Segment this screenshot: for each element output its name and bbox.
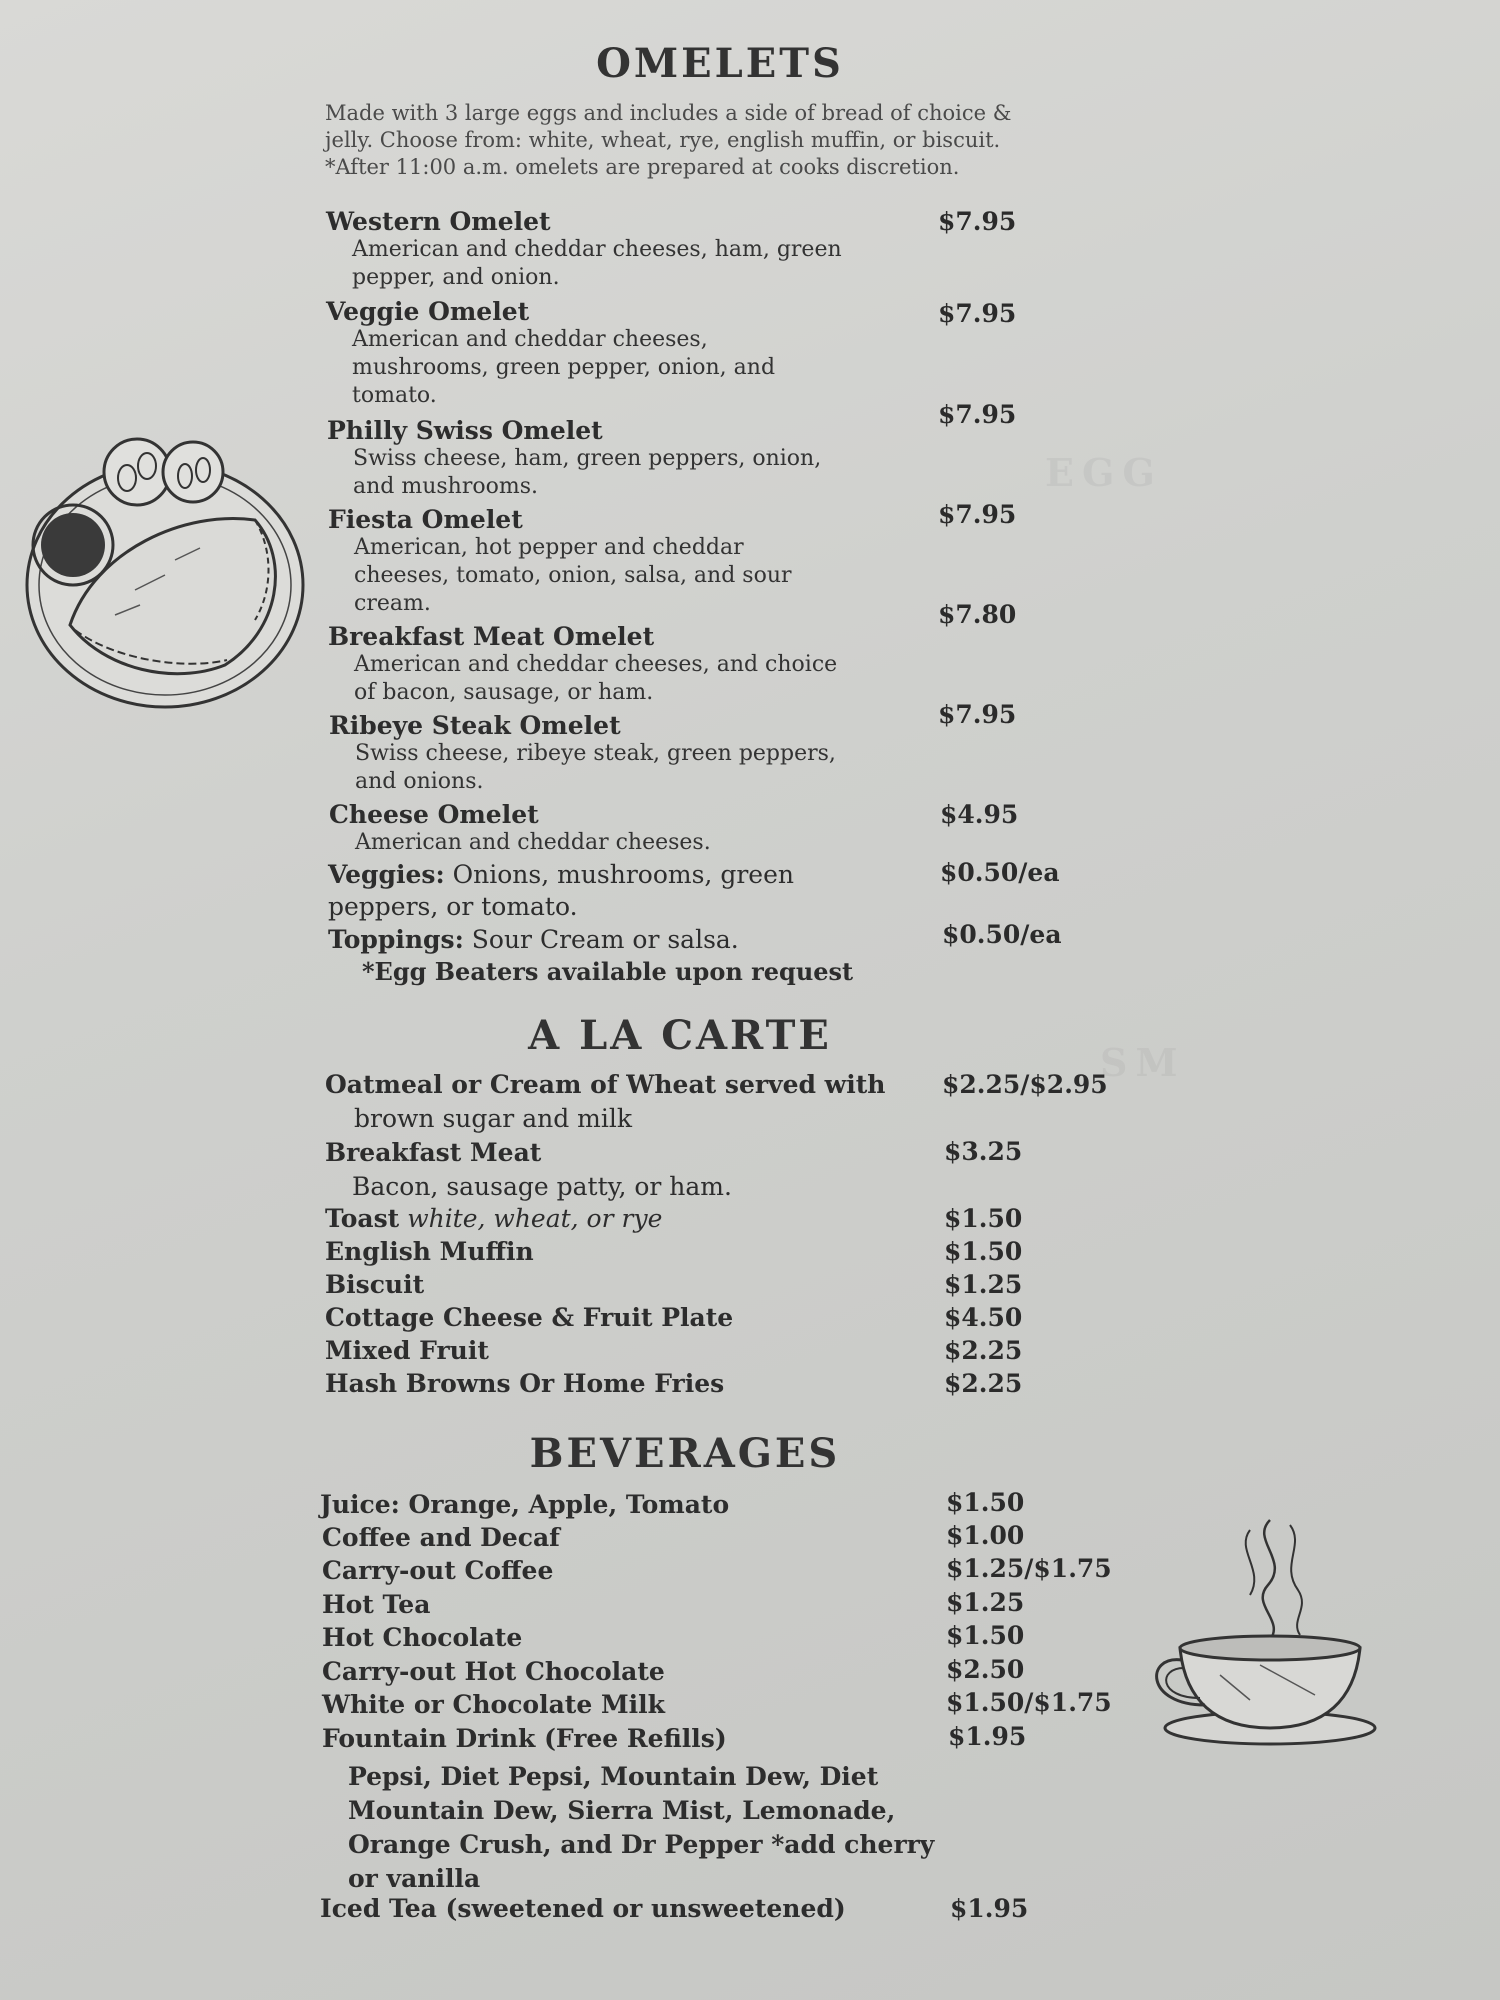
fountain-drink-description: Pepsi, Diet Pepsi, Mountain Dew, Diet Mountain Dew, Sierra Mist, Lemonade, Orange Crush, and Dr Pepper *add cherry or vanilla [348, 1762, 935, 1893]
item-price: $7.95 [938, 299, 1017, 328]
item-name: Philly Swiss Omelet [327, 416, 603, 445]
veggies-addon-cont: peppers, or tomato. [328, 892, 578, 921]
menu-item-fiesta-omelet [328, 505, 792, 618]
item-description: American and cheddar cheeses, ham, green pepper, and onion. [352, 237, 842, 290]
english-muffin-item: English Muffin [325, 1237, 534, 1266]
omelet-plate-icon [15, 420, 315, 720]
menu-item-breakfast-meat-omelet [328, 622, 837, 707]
toast-item: Toast white, wheat, or rye [325, 1204, 663, 1233]
egg-beaters-note: *Egg Beaters available upon request [362, 957, 854, 986]
item-name: Western Omelet [326, 207, 551, 236]
toppings-price: $0.50/ea [942, 920, 1062, 949]
coffee-cup-icon [1140, 1500, 1400, 1760]
cottage-cheese-item: Cottage Cheese & Fruit Plate [325, 1303, 734, 1332]
hot-tea-item: Hot Tea [322, 1590, 431, 1619]
menu-item-ribeye-steak-omelet [329, 711, 836, 796]
omelets-intro: Made with 3 large eggs and includes a side of bread of choice & jelly. Choose from: white, wheat, rye, english muffin, or biscuit. *After 11:00 a.m. omelets are prepared at cooks discretion. [325, 101, 1012, 179]
oatmeal-price: $2.25/$2.95 [942, 1070, 1108, 1099]
item-name: Breakfast Meat Omelet [328, 622, 655, 651]
breakfast-meat-price: $3.25 [944, 1137, 1023, 1166]
item-price: $7.80 [938, 600, 1017, 629]
veggies-addon: Veggies: Onions, mushrooms, green [328, 860, 794, 889]
hash-browns-item: Hash Browns Or Home Fries [325, 1369, 725, 1398]
item-description: Swiss cheese, ribeye steak, green peppers, and onions. [355, 741, 836, 794]
beverages-title: BEVERAGES [529, 1430, 841, 1477]
hot-chocolate-item: Hot Chocolate [322, 1623, 523, 1652]
breakfast-meat-desc: Bacon, sausage patty, or ham. [352, 1172, 732, 1201]
hot-chocolate-price: $1.50 [946, 1621, 1025, 1650]
carryout-hot-chocolate-price: $2.50 [946, 1655, 1025, 1684]
menu-item-philly-swiss-omelet [327, 416, 821, 501]
fountain-drink-price: $1.95 [948, 1722, 1027, 1751]
fountain-drink-item: Fountain Drink (Free Refills) [322, 1724, 727, 1753]
oatmeal-desc: brown sugar and milk [354, 1104, 632, 1133]
mixed-fruit-price: $2.25 [944, 1336, 1023, 1365]
item-description: American and cheddar cheeses. [355, 830, 711, 855]
carryout-coffee-item: Carry-out Coffee [322, 1556, 554, 1585]
bleed-through-text: EGG [1045, 450, 1163, 495]
item-description: American and cheddar cheeses, and choice of bacon, sausage, or ham. [354, 652, 838, 705]
item-price: $7.95 [938, 207, 1017, 236]
item-price: $7.95 [938, 500, 1017, 529]
bleed-through-text: SM [1100, 1040, 1186, 1085]
veggies-price: $0.50/ea [940, 858, 1060, 887]
coffee-price: $1.00 [946, 1521, 1025, 1550]
juice-price: $1.50 [946, 1488, 1025, 1517]
carryout-hot-chocolate-item: Carry-out Hot Chocolate [322, 1657, 665, 1686]
oatmeal-item: Oatmeal or Cream of Wheat served with [325, 1070, 886, 1099]
menu-item-western-omelet [326, 207, 842, 292]
mixed-fruit-item: Mixed Fruit [325, 1336, 489, 1365]
coffee-item: Coffee and Decaf [322, 1523, 560, 1552]
omelets-title: OMELETS [596, 40, 844, 87]
english-muffin-price: $1.50 [944, 1237, 1023, 1266]
hot-tea-price: $1.25 [946, 1588, 1025, 1617]
menu-item-cheese-omelet [329, 800, 711, 857]
iced-tea-price: $1.95 [950, 1894, 1029, 1923]
milk-item: White or Chocolate Milk [322, 1690, 665, 1719]
item-price: $7.95 [938, 400, 1017, 429]
toast-price: $1.50 [944, 1204, 1023, 1233]
item-name: Veggie Omelet [326, 297, 530, 326]
carryout-coffee-price: $1.25/$1.75 [946, 1554, 1112, 1583]
milk-price: $1.50/$1.75 [946, 1688, 1112, 1717]
item-name: Fiesta Omelet [328, 505, 523, 534]
biscuit-item: Biscuit [325, 1270, 425, 1299]
toppings-addon: Toppings: Sour Cream or salsa. [328, 925, 739, 954]
iced-tea-item: Iced Tea (sweetened or unsweetened) [320, 1894, 846, 1923]
a-la-carte-title: A LA CARTE [528, 1012, 832, 1059]
item-description: Swiss cheese, ham, green peppers, onion, and mushrooms. [353, 446, 822, 499]
hash-browns-price: $2.25 [944, 1369, 1023, 1398]
item-name: Ribeye Steak Omelet [329, 711, 621, 740]
item-price: $7.95 [938, 700, 1017, 729]
biscuit-price: $1.25 [944, 1270, 1023, 1299]
cottage-cheese-price: $4.50 [944, 1303, 1023, 1332]
breakfast-meat-item: Breakfast Meat [325, 1138, 542, 1167]
item-price: $4.95 [940, 800, 1019, 829]
item-description: American and cheddar cheeses, mushrooms, green pepper, onion, and tomato. [352, 327, 776, 408]
item-description: American, hot pepper and cheddar cheeses, tomato, onion, salsa, and sour cream. [354, 535, 792, 616]
menu-item-veggie-omelet [326, 297, 775, 410]
juice-item: Juice: Orange, Apple, Tomato [320, 1490, 730, 1519]
item-name: Cheese Omelet [329, 800, 539, 829]
